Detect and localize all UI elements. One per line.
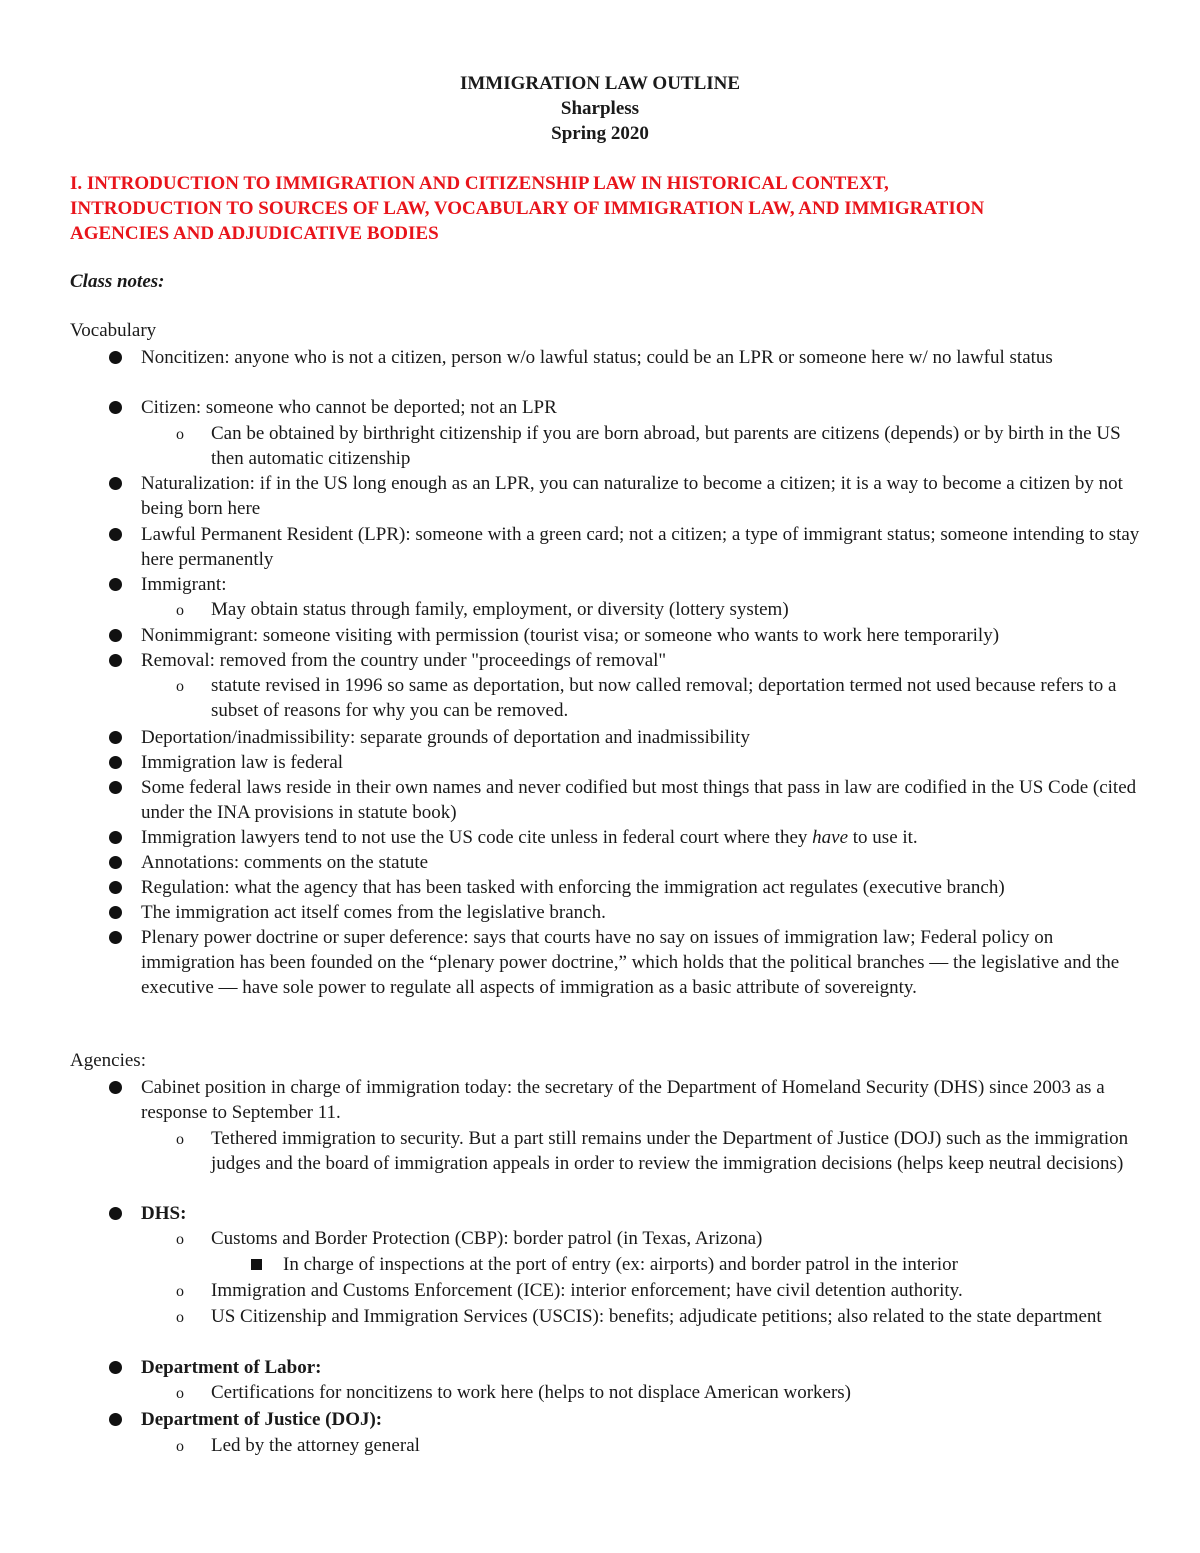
document-author: Sharpless [560,98,640,119]
bullet-icon [109,731,122,744]
list-subitem: Can be obtained by birthright citizenship if you are born abroad, but parents are citizens (depends) or by birth in the US then automatic citizenship [211,423,1121,469]
circle-bullet-icon: o [176,1231,184,1248]
bullet-icon [109,931,122,944]
list-subitem: May obtain status through family, employment, or diversity (lottery system) [211,599,789,620]
bullet-icon [109,1081,122,1094]
bullet-icon [109,1413,122,1426]
list-item: Noncitizen: anyone who is not a citizen, person w/o lawful status; could be an LPR or someone here w/ no lawful status [141,347,1053,368]
bullet-icon [109,781,122,794]
list-subitem: Customs and Border Protection (CBP): border patrol (in Texas, Arizona) [211,1228,763,1249]
bullet-icon [109,351,122,364]
list-subsubitem: In charge of inspections at the port of entry (ex: airports) and border patrol in the interior [283,1254,958,1275]
bullet-icon [109,856,122,869]
circle-bullet-icon: o [176,1283,184,1300]
bullet-icon [109,1361,122,1374]
list-item: Department of Labor: [141,1357,322,1378]
list-subitem: statute revised in 1996 so same as deportation, but now called removal; deportation termed not used because refers to a subset of reasons for why you can be removed. [211,675,1117,721]
class-notes-label: Class notes: [70,271,165,292]
vocabulary-label: Vocabulary [70,320,157,341]
bullet-icon [109,1207,122,1220]
list-item: Cabinet position in charge of immigration today: the secretary of the Department of Homeland Security (DHS) since 2003 as a response to September 11. [141,1077,1105,1123]
section-heading [70,171,1150,246]
list-subitem: US Citizenship and Immigration Services (USCIS): benefits; adjudicate petitions; also related to the state department [211,1306,1102,1327]
bullet-icon [109,578,122,591]
list-item: Removal: removed from the country under "proceedings of removal" [141,650,667,671]
bullet-icon [109,629,122,642]
list-item [141,825,1141,850]
bullet-icon [109,401,122,414]
list-item: The immigration act itself comes from the legislative branch. [141,902,606,923]
square-bullet-icon [251,1259,262,1270]
list-item-text: Immigration lawyers tend to not use the US code cite unless in federal court where they [141,827,813,848]
section-heading-line: I. INTRODUCTION TO IMMIGRATION AND CITIZENSHIP LAW IN HISTORICAL CONTEXT, [70,173,889,194]
bullet-icon [109,881,122,894]
bullet-icon [109,756,122,769]
circle-bullet-icon: o [176,1438,184,1455]
emphasis-text: have [812,827,849,848]
bullet-icon [109,906,122,919]
list-item: Nonimmigrant: someone visiting with permission (tourist visa; or someone who wants to work here temporarily) [141,625,1000,646]
bullet-icon [109,831,122,844]
list-subitem: Tethered immigration to security. But a part still remains under the Department of Justice (DOJ) such as the immigration judges and the board of immigration appeals in order to review the immigration decisions (helps keep neutral decisions) [211,1128,1129,1174]
document-title: IMMIGRATION LAW OUTLINE [459,73,741,94]
document-term: Spring 2020 [551,123,649,144]
agencies-label: Agencies: [70,1050,146,1071]
section-heading-line: AGENCIES AND ADJUDICATIVE BODIES [70,223,439,244]
circle-bullet-icon: o [176,1309,184,1326]
list-item: DHS: [141,1203,187,1224]
list-item: Department of Justice (DOJ): [141,1409,383,1430]
list-item: Deportation/inadmissibility: separate grounds of deportation and inadmissibility [141,727,750,748]
list-subitem: Certifications for noncitizens to work here (helps to not displace American workers) [211,1382,851,1403]
circle-bullet-icon: o [176,1385,184,1402]
list-subitem: Led by the attorney general [211,1435,420,1456]
circle-bullet-icon: o [176,602,184,619]
circle-bullet-icon: o [176,1131,184,1148]
list-subitem: Immigration and Customs Enforcement (ICE): interior enforcement; have civil detention authority. [211,1280,963,1301]
bullet-icon [109,477,122,490]
list-item: Immigrant: [141,574,227,595]
list-item: Regulation: what the agency that has been tasked with enforcing the immigration act regulates (executive branch) [141,877,1005,898]
list-item: Naturalization: if in the US long enough as an LPR, you can naturalize to become a citizen; it is a way to become a citizen by not being born here [141,473,1123,519]
list-item: Lawful Permanent Resident (LPR): someone with a green card; not a citizen; a type of immigrant status; someone intending to stay here permanently [141,524,1140,570]
circle-bullet-icon: o [176,678,184,695]
list-item: Citizen: someone who cannot be deported; not an LPR [141,397,557,418]
bullet-icon [109,654,122,667]
list-item: Immigration law is federal [141,752,344,773]
bullet-icon [109,528,122,541]
list-item: Annotations: comments on the statute [141,852,429,873]
circle-bullet-icon: o [176,426,184,443]
list-item-text: to use it. [848,827,918,848]
list-item: Some federal laws reside in their own names and never codified but most things that pass in law are codified in the US Code (cited under the INA provisions in statute book) [141,777,1137,823]
section-heading-line: INTRODUCTION TO SOURCES OF LAW, VOCABULARY OF IMMIGRATION LAW, AND IMMIGRATION [70,198,985,219]
list-item: Plenary power doctrine or super deference: says that courts have no say on issues of immigration law; Federal policy on immigration has been founded on the “plenary power doctrine,” which holds that the political branches — the legislative and the executive — have sole power to regulate all aspects of immigration as a basic attribute of sovereignty. [141,927,1120,998]
